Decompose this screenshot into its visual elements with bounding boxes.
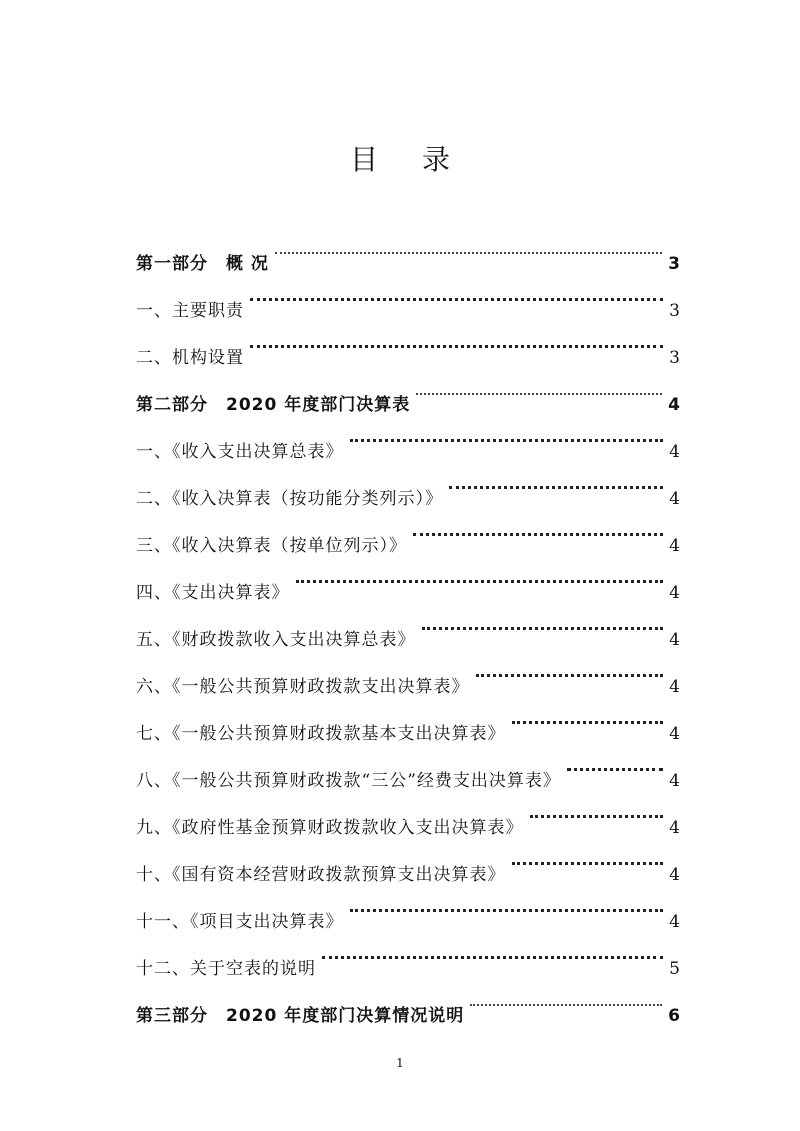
dot-leader <box>422 598 664 645</box>
toc-entry-page: 4 <box>669 630 680 650</box>
dot-leader <box>322 927 663 974</box>
toc-entry-label: 十、《国有资本经营财政拨款预算支出决算表》 <box>136 865 506 885</box>
dot-leader <box>449 457 663 504</box>
toc-entry-page: 6 <box>668 1006 680 1026</box>
dot-leader <box>416 363 662 410</box>
toc-entry-label: 六、《一般公共预算财政拨款支出决算表》 <box>136 677 470 697</box>
dot-leader <box>350 410 664 457</box>
toc-entry-label: 十一、《项目支出决算表》 <box>136 912 344 932</box>
toc-entry-label: 八、《一般公共预算财政拨款“三公”经费支出决算表》 <box>136 771 561 791</box>
table-of-contents <box>136 222 680 1026</box>
toc-entry-label: 四、《支出决算表》 <box>136 583 290 603</box>
page-number: 1 <box>396 1056 404 1070</box>
toc-entry-label: 一、主要职责 <box>136 301 244 321</box>
toc-entry-label: 二、《收入决算表（按功能分类列示）》 <box>136 489 443 509</box>
toc-entry-page: 4 <box>668 395 680 415</box>
toc-entry-page: 3 <box>669 301 680 321</box>
dot-leader <box>470 974 662 1021</box>
toc-entry-label: 十二、关于空表的说明 <box>136 959 316 979</box>
toc-entry-label: 九、《政府性基金预算财政拨款收入支出决算表》 <box>136 818 524 838</box>
toc-entry-page: 4 <box>669 724 680 744</box>
dot-leader <box>275 222 662 269</box>
toc-entry-page: 4 <box>669 818 680 838</box>
dot-leader <box>512 692 664 739</box>
toc-entry-page: 3 <box>669 348 680 368</box>
toc-entry-page: 3 <box>668 254 680 274</box>
toc-entry-label: 五、《财政拨款收入支出决算总表》 <box>136 630 416 650</box>
dot-leader <box>476 645 664 692</box>
toc-entry-label: 二、机构设置 <box>136 348 244 368</box>
toc-entry-page: 5 <box>669 959 680 979</box>
dot-leader <box>296 551 664 598</box>
toc-entry-label: 一、《收入支出决算总表》 <box>136 442 344 462</box>
toc-entry-label: 七、《一般公共预算财政拨款基本支出决算表》 <box>136 724 506 744</box>
toc-entry-page: 4 <box>669 865 680 885</box>
toc-entry-page: 4 <box>669 536 680 556</box>
toc-entry-label: 第一部分 概 况 <box>136 254 269 274</box>
toc-part-entry[interactable] <box>136 222 680 274</box>
toc-entry-page: 4 <box>669 489 680 509</box>
toc-entry-page: 4 <box>669 677 680 697</box>
toc-entry-label: 第二部分 2020 年度部门决算表 <box>136 395 411 415</box>
dot-leader <box>413 504 663 551</box>
toc-entry-label: 第三部分 2020 年度部门决算情况说明 <box>136 1006 465 1026</box>
dot-leader <box>250 316 663 363</box>
toc-entry-page: 4 <box>669 583 680 603</box>
dot-leader <box>512 833 664 880</box>
toc-entry-label: 三、《收入决算表（按单位列示）》 <box>136 536 407 556</box>
dot-leader <box>250 269 663 316</box>
dot-leader <box>530 786 664 833</box>
toc-entry-page: 4 <box>669 912 680 932</box>
toc-entry-page: 4 <box>669 771 680 791</box>
dot-leader <box>567 739 663 786</box>
toc-title: 目录 <box>349 143 494 176</box>
dot-leader <box>350 880 664 927</box>
toc-entry-page: 4 <box>669 442 680 462</box>
